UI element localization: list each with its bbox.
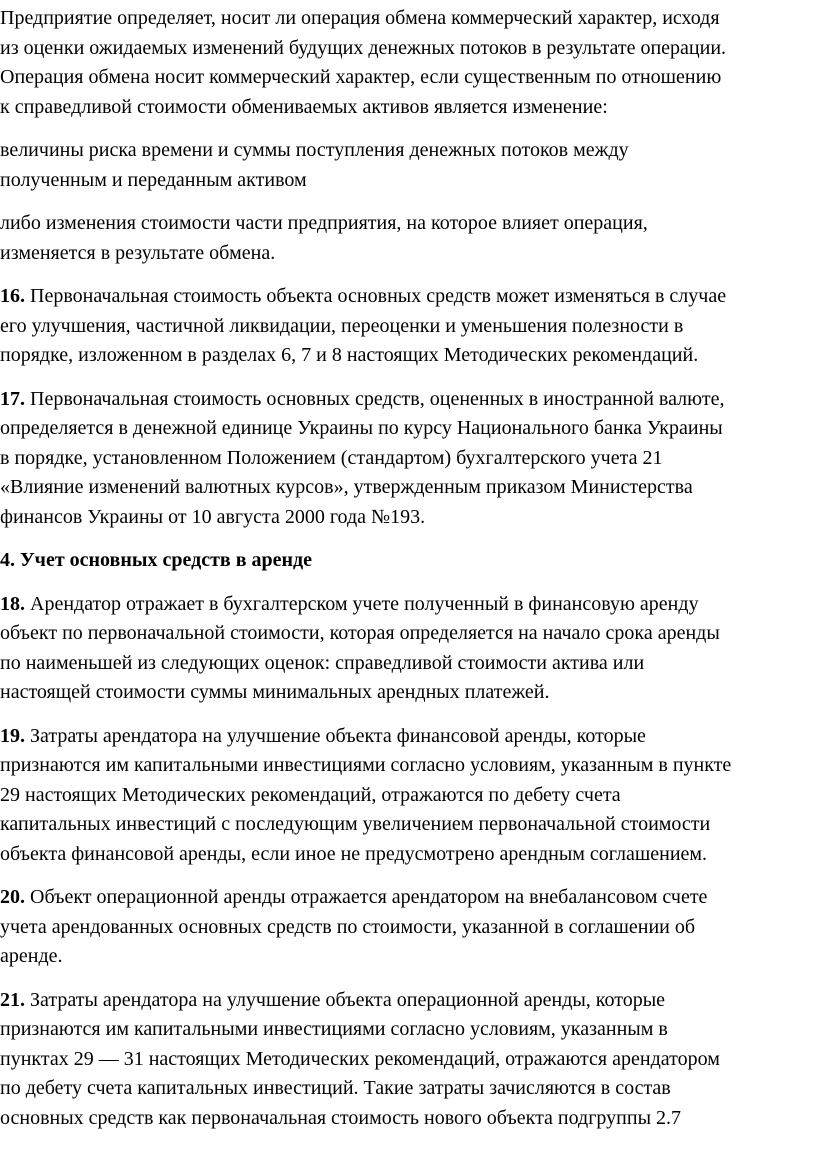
text-line: по дебету счета капитальных инвестиций. Такие затраты зачисляются в состав [0,1077,671,1099]
text-line: пунктах 29 — 31 настоящих Методических рекомендаций, отражаются арендатором [0,1047,720,1070]
text-segment: Арендатор отражает в бухгалтерском учете полученный в финансовую аренду [25,592,699,615]
text-line: признаются им капитальными инвестициями согласно условиям, указанным в [0,1018,668,1040]
text-line: учета арендованных основных средств по стоимости, указанной в соглашении об [0,915,696,938]
text-line: основных средств как первоначальная стоимость нового объекта подгруппы 2.7 [0,1106,682,1129]
text-line: Предприятие определяет, носит ли операция обмена коммерческий характер, исходя [0,7,720,29]
item-a-paragraph [0,136,816,195]
text-line: 29 настоящих Методических рекомендаций, отражаются по дебету счета [0,783,621,806]
paragraph-17 [0,385,816,533]
paragraph-number: 21. [0,988,25,1011]
paragraph-19 [0,722,816,870]
text-line: полученным и переданным активом [0,168,307,191]
text-line: либо изменения стоимости части предприятия, на которое влияет операция, [0,212,648,234]
text-line: в порядке, установленном Положением (стандартом) бухгалтерского учета 21 [0,446,663,469]
text-segment: Первоначальная стоимость объекта основных средств может изменяться в случае [25,285,727,307]
paragraph-21 [0,986,816,1134]
text-line: настоящей стоимости суммы минимальных арендных платежей. [0,681,550,703]
text-line: объект по первоначальной стоимости, которая определяется на начало срока аренды [0,622,720,644]
paragraph-number: 17. [0,387,25,410]
text-line: его улучшения, частичной ликвидации, переоценки и уменьшения полезности в [0,314,684,337]
text-line: из оценки ожидаемых изменений будущих денежных потоков в результате операции. [0,36,727,59]
text-segment: Объект операционной аренды отражается арендатором на внебалансовом счете [25,886,708,908]
text-line: по наименьшей из следующих оценок: справедливой стоимости актива или [0,651,645,674]
item-b-paragraph [0,209,816,268]
text-line: финансов Украины от 10 августа 2000 года №193. [0,505,426,528]
text-line: величины риска времени и суммы поступления денежных потоков между [0,139,629,161]
text-line: определяется в денежной единице Украины по курсу Национального банка Украины [0,417,723,439]
text-line: «Влияние изменений валютных курсов», утвержденным приказом Министерства [0,476,693,498]
paragraph-number: 20. [0,886,25,908]
paragraph-number: 18. [0,592,25,615]
text-line [0,883,816,913]
text-segment: Затраты арендатора на улучшение объекта операционной аренды, которые [25,988,666,1011]
section-heading: 4. Учет основных средств в аренде [0,549,313,571]
text-line: порядке, изложенном в разделах 6, 7 и 8 настоящих Методических рекомендаций. [0,344,699,366]
text-segment: Первоначальная стоимость основных средств, оцененных в иностранной валюте, [25,387,725,410]
text-line: объекта финансовой аренды, если иное не предусмотрено арендным соглашением. [0,842,708,865]
text-line [0,282,816,312]
paragraph-number: 19. [0,724,25,747]
text-line: капитальных инвестиций с последующим увеличением первоначальной стоимости [0,813,711,835]
text-line: аренде. [0,945,63,967]
intro-paragraph [0,4,816,122]
text-segment: Затраты арендатора на улучшение объекта финансовой аренды, которые [25,724,646,747]
text-line [0,986,816,1016]
text-line: к справедливой стоимости обмениваемых активов является изменение: [0,95,608,118]
text-line [0,590,816,620]
text-line [0,385,816,415]
text-line [0,722,816,752]
paragraph-number: 16. [0,285,25,307]
text-line: изменяется в результате обмена. [0,241,276,264]
text-line: Операция обмена носит коммерческий характер, если существенным по отношению [0,66,722,88]
paragraph-20 [0,883,816,972]
paragraph-16 [0,282,816,371]
paragraph-18 [0,590,816,708]
text-line: признаются им капитальными инвестициями согласно условиям, указанным в пункте [0,754,732,776]
